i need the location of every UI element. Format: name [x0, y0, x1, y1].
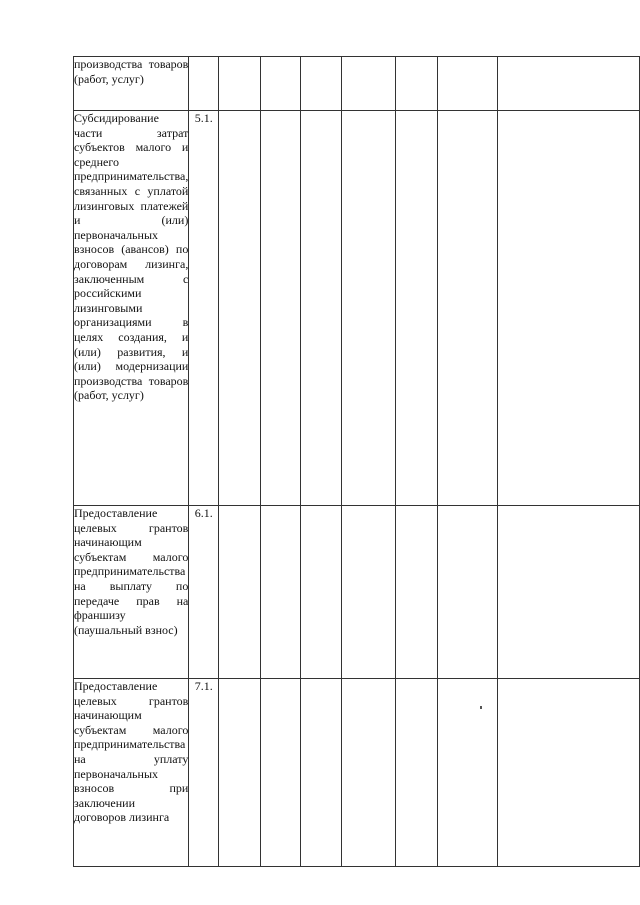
empty-cell	[341, 506, 396, 679]
row-name-text: Субсидирование части затрат субъектов малого и среднего предпринимательства, связанных с уплатой лизинговых платежей и (или) первоначальных взносов (авансов) по договорам лизинга, заключенным с российскими лизинговыми организациями в целях создания, и (или) развития, и (или) модернизации производства товаров (работ, услуг)	[74, 111, 189, 403]
table-row	[74, 679, 640, 867]
empty-cell	[437, 506, 497, 679]
empty-cell	[260, 506, 301, 679]
empty-cell	[437, 57, 497, 111]
row-name-cell	[74, 506, 189, 679]
empty-cell	[219, 111, 260, 506]
scan-speck	[480, 706, 482, 709]
row-number-cell	[189, 506, 219, 679]
row-name-text: производства товаров (работ, услуг)	[74, 57, 189, 86]
table-row	[74, 111, 640, 506]
empty-cell	[219, 679, 260, 867]
empty-cell	[498, 111, 640, 506]
empty-cell	[260, 111, 301, 506]
row-number-cell	[189, 679, 219, 867]
empty-cell	[396, 57, 437, 111]
empty-cell	[437, 111, 497, 506]
table-row	[74, 57, 640, 111]
empty-cell	[341, 679, 396, 867]
empty-cell	[301, 679, 342, 867]
empty-cell	[219, 506, 260, 679]
row-name-text: Предоставление целевых грантов начинающим субъектам малого предпринимательства на уплату первоначальных взносов при заключении договоров лизинга	[74, 679, 189, 825]
empty-cell	[341, 111, 396, 506]
row-name-cell	[74, 111, 189, 506]
empty-cell	[396, 111, 437, 506]
empty-cell	[219, 57, 260, 111]
row-number-cell	[189, 111, 219, 506]
row-name-cell	[74, 679, 189, 867]
empty-cell	[396, 679, 437, 867]
row-number-cell	[189, 57, 219, 111]
empty-cell	[301, 111, 342, 506]
empty-cell	[301, 506, 342, 679]
row-name-text: Предоставление целевых грантов начинающим субъектам малого предпринимательства на выплату по передаче прав на франшизу (паушальный взнос)	[74, 506, 189, 637]
row-number-text: 6.1.	[194, 506, 213, 520]
empty-cell	[260, 679, 301, 867]
empty-cell	[396, 506, 437, 679]
table-row	[74, 506, 640, 679]
empty-cell	[498, 506, 640, 679]
row-number-text: 7.1.	[194, 679, 213, 693]
empty-cell	[498, 679, 640, 867]
row-name-cell	[74, 57, 189, 111]
empty-cell	[341, 57, 396, 111]
empty-cell	[301, 57, 342, 111]
empty-cell	[437, 679, 497, 867]
empty-cell	[260, 57, 301, 111]
empty-cell	[498, 57, 640, 111]
row-number-text: 5.1.	[194, 111, 213, 125]
program-table	[73, 56, 640, 867]
